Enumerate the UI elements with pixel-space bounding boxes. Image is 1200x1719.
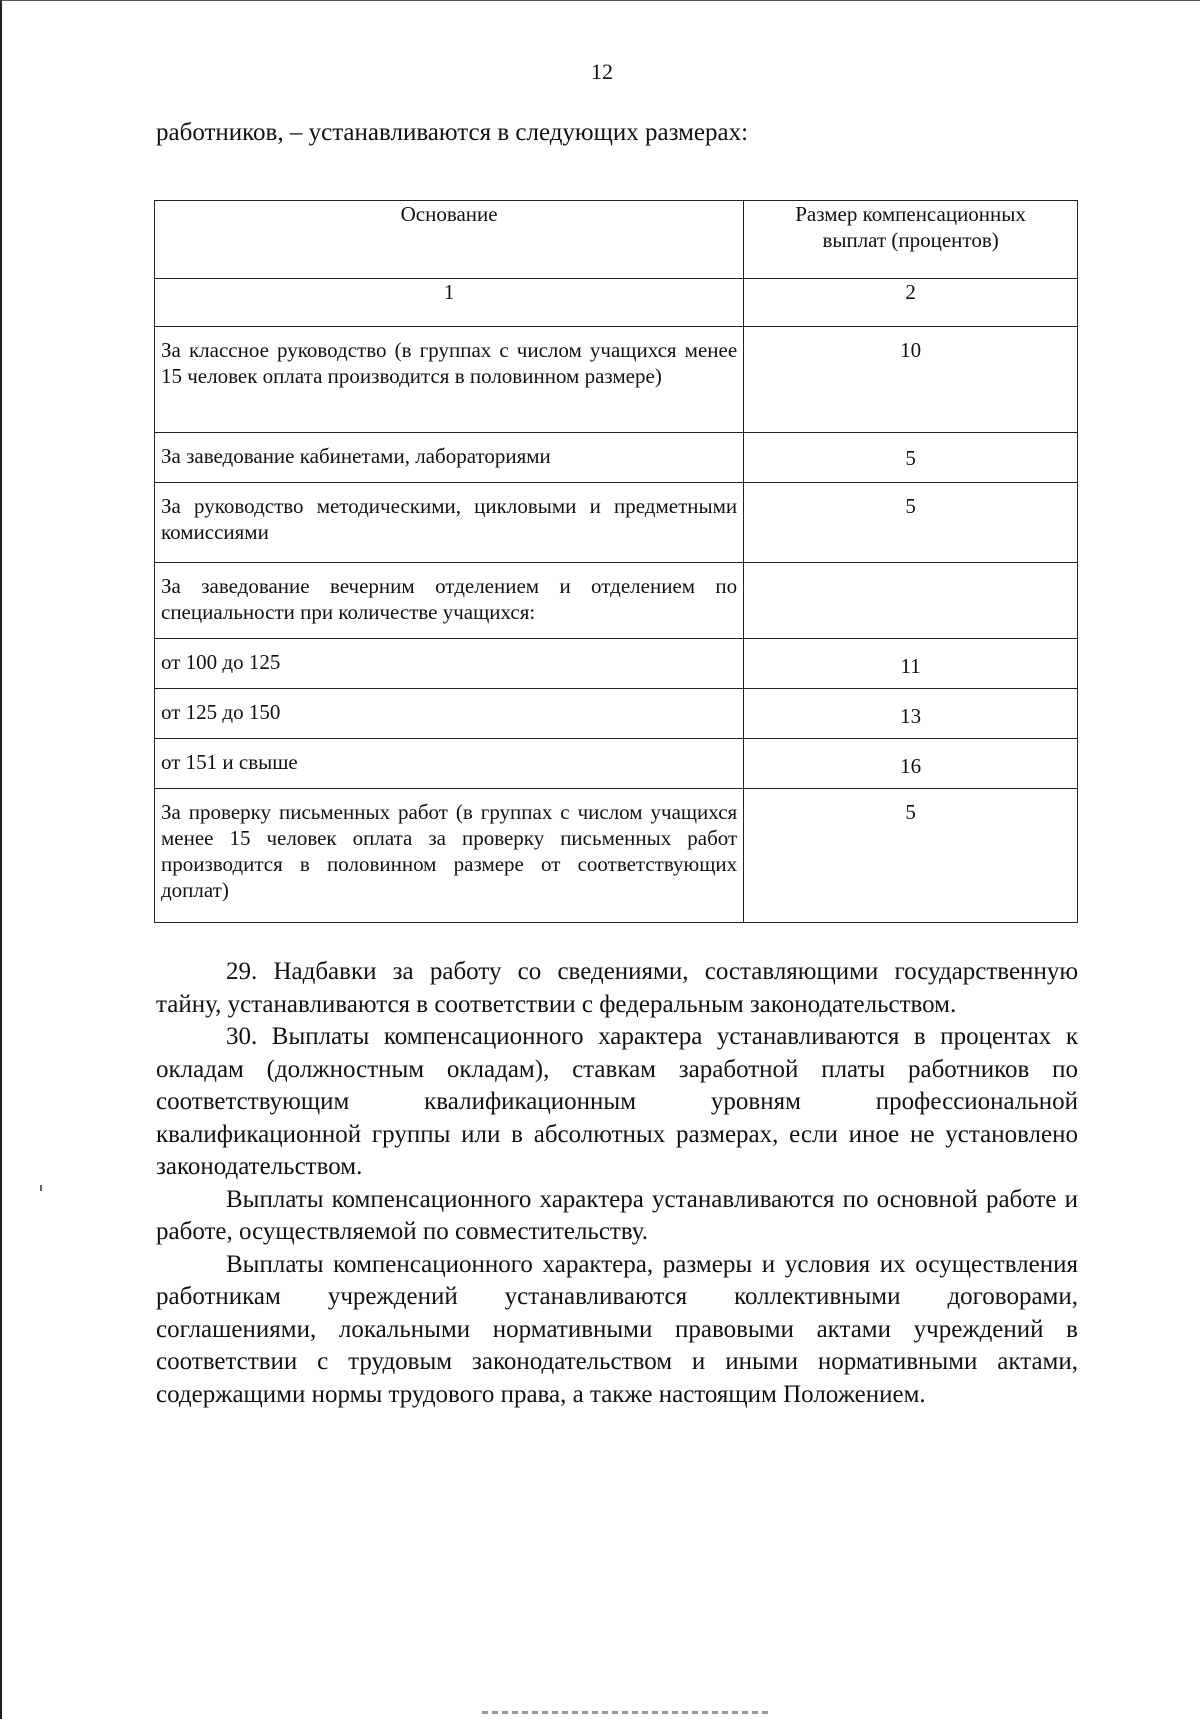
page-number: 12: [591, 59, 613, 84]
table-column-numbers-row: [155, 279, 1078, 327]
table-row: [155, 433, 1078, 483]
header-basis: Основание: [155, 201, 744, 279]
column-number-2: 2: [744, 279, 1078, 327]
paragraph: Выплаты компенсационного характера, размеры и условия их осуществления работникам учреждений устанавливаются коллективными договорами, соглашениями, локальными нормативными правовыми актами учреждений в соответствии с трудовым законодательством и иными нормативными актами, содержащими нормы трудового права, а также настоящим Положением.: [156, 1250, 1078, 1408]
paragraph-29: 29. Надбавки за работу со сведениями, составляющими государственную тайну, устанавливаются в соответствии с федеральным законодательством.: [156, 958, 1078, 1018]
row-basis: За проверку письменных работ (в группах с числом учащихся менее 15 человек оплата за проверку письменных работ производится в половинном размере от соответствующих доплат): [155, 789, 744, 923]
header-amount: Размер компенсационных выплат (процентов): [744, 201, 1078, 279]
row-basis: от 100 до 125: [155, 639, 744, 689]
compensation-table: [154, 200, 1078, 923]
row-value: [744, 563, 1078, 639]
table-row: [155, 327, 1078, 433]
scan-mark: [40, 1185, 42, 1191]
row-value: 5: [744, 483, 1078, 563]
row-value: 5: [744, 433, 1078, 483]
row-basis: За классное руководство (в группах с числом учащихся менее 15 человек оплата производится в половинном размере): [155, 327, 744, 433]
scan-artifact: [482, 1711, 772, 1714]
paragraph: Выплаты компенсационного характера устанавливаются по основной работе и работе, осуществляемой по совместительству.: [156, 1185, 1078, 1245]
row-basis: от 151 и свыше: [155, 739, 744, 789]
table-row: [155, 739, 1078, 789]
row-basis: от 125 до 150: [155, 689, 744, 739]
row-value: 13: [744, 689, 1078, 739]
row-value: 16: [744, 739, 1078, 789]
row-value: 11: [744, 639, 1078, 689]
table-row: [155, 639, 1078, 689]
row-basis: За руководство методическими, цикловыми и предметными комиссиями: [155, 483, 744, 563]
row-value: 5: [744, 789, 1078, 923]
body-text: [156, 956, 1078, 1411]
paragraph-30: 30. Выплаты компенсационного характера устанавливаются в процентах к окладам (должностным окладам), ставкам заработной платы работников по соответствующим квалификационным уровням профессиональной квалификационной группы или в абсолютных размерах, если иное не установлено законодательством.: [156, 1023, 1078, 1180]
table-row: [155, 563, 1078, 639]
table-row: [155, 483, 1078, 563]
row-basis: За заведование вечерним отделением и отделением по специальности при количестве учащихся:: [155, 563, 744, 639]
row-value: 10: [744, 327, 1078, 433]
row-basis: За заведование кабинетами, лабораториями: [155, 433, 744, 483]
column-number-1: 1: [155, 279, 744, 327]
table-row: [155, 789, 1078, 923]
table-row: [155, 689, 1078, 739]
intro-text: работников, – устанавливаются в следующих размерах:: [156, 119, 749, 146]
table-header-row: [155, 201, 1078, 279]
